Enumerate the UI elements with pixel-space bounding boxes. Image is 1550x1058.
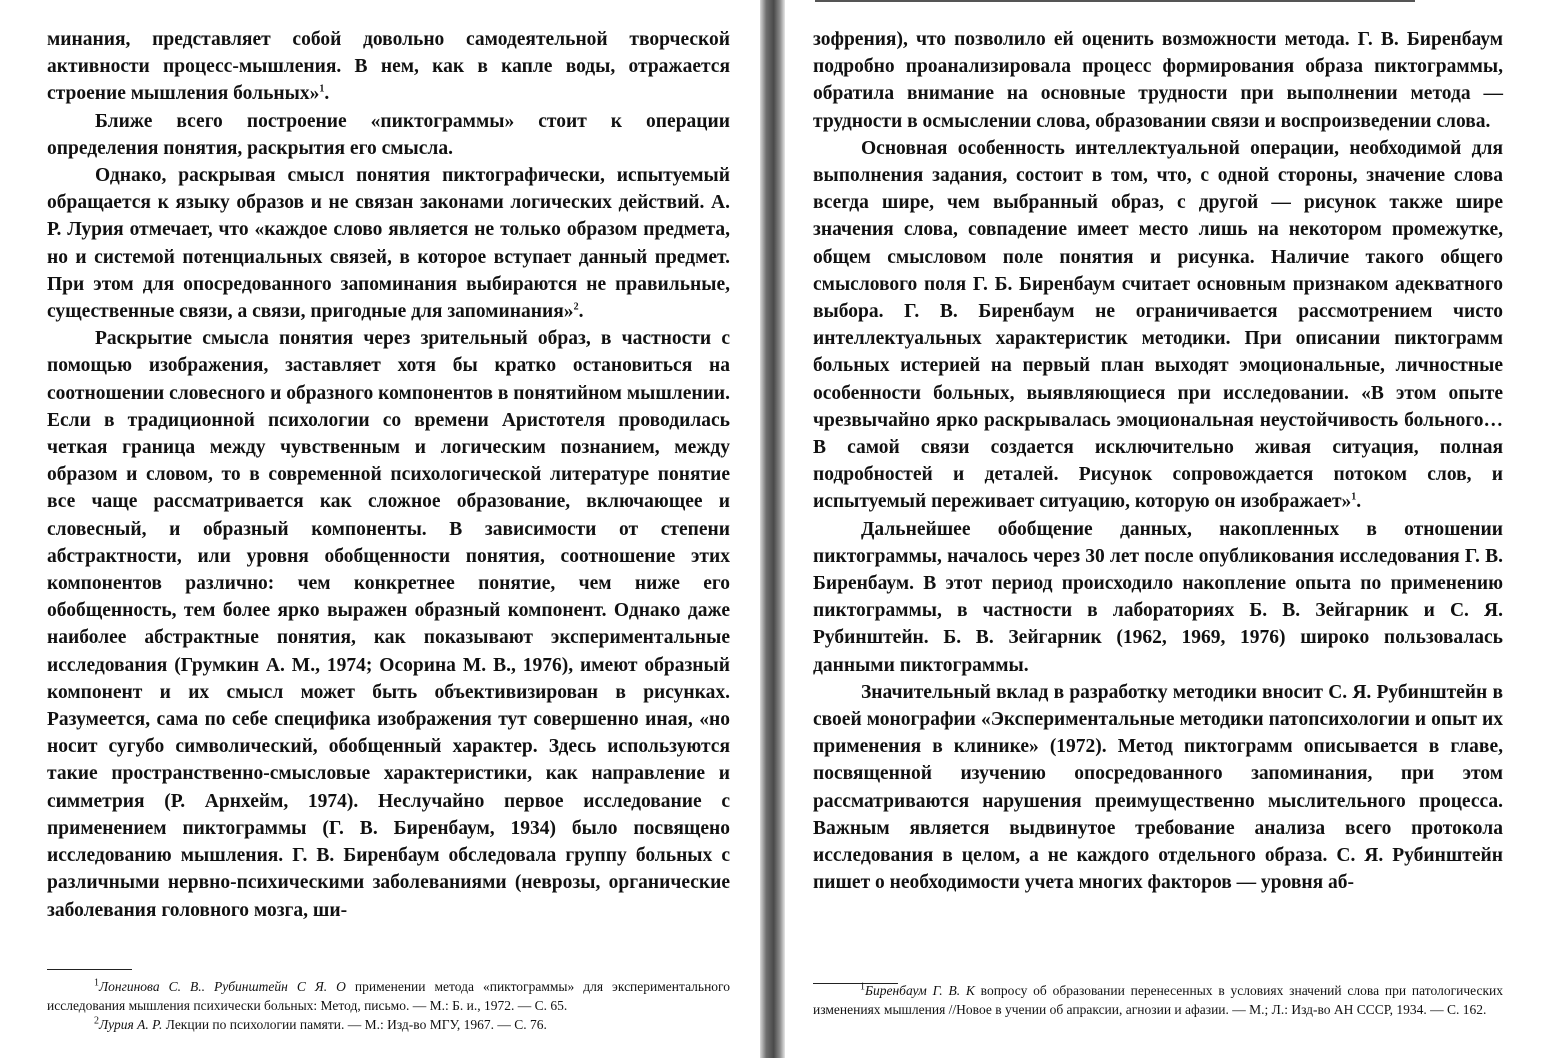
- paragraph: Однако, раскрывая смысл понятия пиктографически, испытуемый обращается к языку образов и не связан законами логических действий. А. Р. Лурия отмечает, что «каждое слово является не только образом предмета, но и системой потенциальных связей, в которое вступает данный предмет. При этом для опосредованного запоминания выбираются не правильные, существенные связи, а связи, пригодные для запоминания»$^2$.: [47, 165, 730, 323]
- book-gutter: [760, 0, 785, 1058]
- footnote-ref: 2: [573, 301, 579, 313]
- footnote-ref: 1: [319, 83, 325, 95]
- paragraph: Ближе всего построение «пиктограммы» стоит к операции определения понятия, раскрытия его смысла.: [47, 110, 730, 159]
- paragraph: зофрения), что позволило ей оценить возможности метода. Г. В. Биренбаум подробно проанализировала процесс формирования образа пиктограммы, обратила внимание на основные трудности при выполнении метода — трудности в осмыслении слова, образовании связи и воспроизведении слова.: [813, 29, 1503, 132]
- footnote: $^1$Биренбаум Г. В. К вопросу об образовании перенесенных в условиях значений слова при патологических изменениях мышления //Новое в учении об апраксии, агнозии и афазии. — М.; Л.: Изд-во АН СССР, 1934. — С. 162.: [813, 981, 1503, 1017]
- left-page-body: [47, 26, 730, 924]
- footnote-ref: 1: [1351, 491, 1357, 503]
- right-page: [785, 0, 1550, 1058]
- footnote: $^1$Лонгинова С. В.. Рубинштейн С Я. О применении метода «пиктограммы» для экспериментального исследования мышления психически больных: Метод, письмо. — М.: Б. и., 1972. — С. 65.: [47, 977, 731, 1013]
- right-page-body: [813, 26, 1503, 897]
- paragraph: Значительный вклад в разработку методики вносит С. Я. Рубинштейн в своей монографии «Экспериментальные методики патопсихологии и опыт их применения в клинике» (1972). Метод пиктограмм описывается в главе, посвященной изучению опосредованного запоминания, при этом рассматриваются нарушения преимущественно мыслительного процесса. Важным является выдвинутое требование анализа всего протокола исследования в целом, а не каждого отдельного образа. С. Я. Рубинштейн пишет о необходимости учета многих факторов — уровня аб-: [813, 681, 1503, 894]
- paragraph: Раскрытие смысла понятия через зрительный образ, в частности с помощью изображения, заставляет хотя бы кратко остановиться на соотношении словесного и образного компонентов в понятийном мышлении. Если в традиционной психологии со времени Аристотеля проводилась четкая граница между чувственным и логическим познанием, между образом и словом, то в современной психологической литературе понятие все чаще рассматривается как сложное образование, включающее и словесный, и образный компоненты. В зависимости от степени абстрактности, или уровня обобщенности понятия, соотношение этих компонентов различно: чем конкретнее понятие, чем ниже его обобщенность, тем более ярко выражен образный компонент. Однако даже наиболее абстрактные понятия, как показывают экспериментальные исследования (Грумкин А. М., 1974; Осорина М. В., 1976), имеют образный компонент и их смысл может быть объективизирован в рисунках. Разумеется, сама по себе специфика изображения тут совершенно иная, «но носит сугубо символический, обобщенный характер. Здесь используются такие пространственно-смысловые характеристики, как направление и симметрия (Р. Арнхейм, 1974). Неслучайно первое исследование с применением пиктограммы (Г. В. Биренбаум, 1934) было посвящено исследованию мышления. Г. В. Биренбаум обследовала группу больных с различными нервно-психическими заболеваниями (неврозы, органические заболевания головного мозга, ши-: [47, 328, 730, 921]
- footnotes: [47, 977, 730, 1034]
- paragraph: минания, представляет собой довольно самодеятельной творческой активности процесс-мышления. В нем, как в капле воды, отражается строение мышления больных»$^1$.: [47, 29, 730, 105]
- footnotes: [813, 981, 1503, 1019]
- left-page: [0, 0, 760, 1058]
- footnote: $^2$Лурия А. Р. Лекции по психологии памяти. — М.: Изд-во МГУ, 1967. — С. 76.: [94, 1015, 547, 1032]
- footnote-divider: [47, 969, 132, 970]
- paragraph: Дальнейшее обобщение данных, накопленных в отношении пиктограммы, началось через 30 лет после опубликования исследования Г. В. Биренбаум. В этот период происходило накопление опыта по применению пиктограммы, в частности в лабораториях Б. В. Зейгарник и С. Я. Рубинштейн. Б. В. Зейгарник (1962, 1969, 1976) широко пользовалась данными пиктограммы.: [813, 518, 1503, 676]
- paragraph: Основная особенность интеллектуальной операции, необходимой для выполнения задания, состоит в том, что, с одной стороны, значение слова всегда шире, чем выбранный образ, с другой — рисунок также шире значения слова, совпадение имеет место лишь на некотором промежутке, общем смысловом поле понятия и рисунка. Наличие такого общего смыслового поля Г. Б. Биренбаум считает основным признаком адекватного выбора. Г. В. Биренбаум не ограничивается рассмотрением чисто интеллектуальных характеристик методики. При описании пиктограмм больных истерией на первый план выходят эмоциональные, личностные особенности больных, выявляющиеся при исследовании. «В этом опыте чрезвычайно ярко раскрывалась эмоциональная неустойчивость больного… В самой связи создается исключительно живая ситуация, полная подробностей и деталей. Рисунок сопровождается потоком слов, и испытуемый переживает ситуацию, которую он изображает»$^1$.: [813, 137, 1503, 513]
